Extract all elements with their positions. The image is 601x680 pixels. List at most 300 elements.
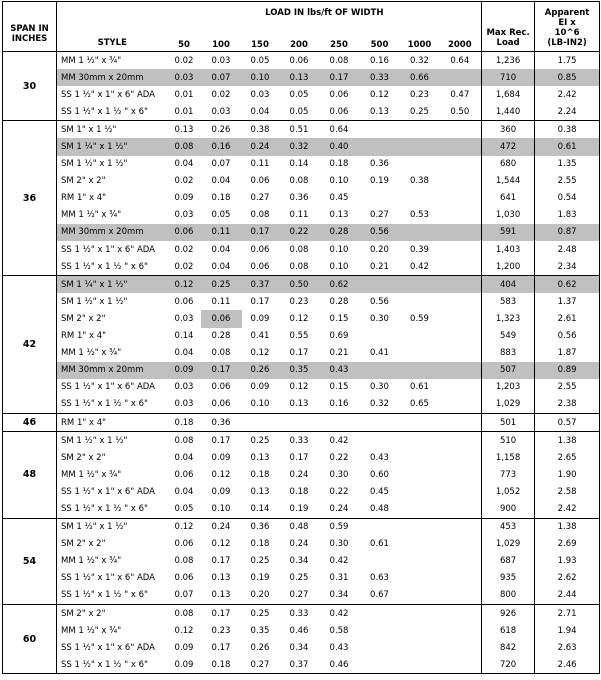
deflection-value: 0.09 xyxy=(168,362,201,379)
deflection-value: 0.16 xyxy=(370,55,389,66)
table-row xyxy=(3,553,600,570)
deflection-value: 0.17 xyxy=(201,362,242,379)
style-name: SS 1 ½" x 1" x 6" ADA xyxy=(57,86,168,103)
style-name: MM 30mm x 20mm xyxy=(57,69,168,86)
style-name: SS 1 ½" x 1" x 6" ADA xyxy=(57,639,168,656)
deflection-value: 0.69 xyxy=(329,331,349,342)
deflection-value: 0.21 xyxy=(329,348,349,359)
deflection-value xyxy=(359,190,401,207)
max-load-value: 507 xyxy=(482,362,535,379)
deflection-value: 0.13 xyxy=(201,587,242,605)
deflection-value: 0.08 xyxy=(174,435,194,446)
deflection-value: 0.18 xyxy=(289,486,309,497)
deflection-value: 0.56 xyxy=(370,296,389,307)
max-load-value: 583 xyxy=(482,293,535,310)
deflection-value: 0.21 xyxy=(359,258,401,276)
deflection-value xyxy=(439,622,482,639)
deflection-value: 0.07 xyxy=(211,159,231,170)
deflection-value: 0.36 xyxy=(289,193,309,204)
deflection-value: 0.23 xyxy=(410,89,429,100)
deflection-value: 0.12 xyxy=(289,382,309,393)
deflection-value xyxy=(401,622,439,639)
max-load-value: 883 xyxy=(482,345,535,362)
deflection-value: 0.28 xyxy=(211,331,231,342)
deflection-value: 0.11 xyxy=(211,296,231,307)
ei-value: 2.63 xyxy=(535,639,600,656)
ei-value: 0.87 xyxy=(535,224,600,241)
style-header: STYLE xyxy=(57,2,168,52)
table-row xyxy=(3,328,600,345)
style-name: SM 2" x 2" xyxy=(57,536,168,553)
deflection-value: 0.02 xyxy=(174,244,194,255)
deflection-value: 0.04 xyxy=(174,159,194,170)
deflection-value: 0.08 xyxy=(289,244,309,255)
ei-value: 2.46 xyxy=(535,656,600,674)
deflection-value xyxy=(401,656,439,674)
deflection-value: 0.17 xyxy=(211,435,231,446)
deflection-value xyxy=(439,449,482,466)
table-row xyxy=(3,639,600,656)
deflection-value: 0.04 xyxy=(211,244,231,255)
deflection-value: 0.09 xyxy=(250,382,270,393)
deflection-value: 0.11 xyxy=(201,224,242,241)
deflection-value: 0.03 xyxy=(168,69,201,86)
deflection-value: 0.27 xyxy=(250,193,270,204)
deflection-value: 0.30 xyxy=(370,313,389,324)
deflection-value: 0.23 xyxy=(211,625,231,636)
deflection-value: 0.13 xyxy=(211,573,231,584)
table-row xyxy=(3,483,600,500)
deflection-value: 0.08 xyxy=(279,258,320,276)
style-name: SM 1 ¼" x 1 ½" xyxy=(57,138,168,155)
max-load-value: 1,440 xyxy=(482,103,535,121)
deflection-value xyxy=(359,656,401,674)
deflection-value: 0.02 xyxy=(174,176,194,187)
deflection-value xyxy=(359,622,401,639)
deflection-value xyxy=(359,518,401,536)
deflection-value xyxy=(401,483,439,500)
max-load-value: 1,030 xyxy=(482,207,535,224)
deflection-value xyxy=(439,605,482,623)
ei-value: 0.62 xyxy=(535,276,600,294)
deflection-value: 0.45 xyxy=(370,486,389,497)
max-load-value: 680 xyxy=(482,156,535,173)
deflection-value xyxy=(359,639,401,656)
load-col-header: 50 xyxy=(168,38,201,52)
style-name: SM 2" x 2" xyxy=(57,449,168,466)
deflection-value: 0.08 xyxy=(168,138,201,155)
style-name: MM 1 ½" x ¾" xyxy=(57,553,168,570)
max-load-value: 1,029 xyxy=(482,536,535,553)
table-row xyxy=(3,276,600,294)
deflection-value: 0.43 xyxy=(370,452,389,463)
deflection-value: 0.61 xyxy=(370,539,389,550)
deflection-value: 0.43 xyxy=(329,642,349,653)
style-name: SS 1 ½" x 1" x 6" ADA xyxy=(57,241,168,258)
deflection-value: 0.27 xyxy=(279,587,320,605)
max-load-value: 1,403 xyxy=(482,241,535,258)
deflection-value: 0.17 xyxy=(250,296,270,307)
deflection-value: 0.19 xyxy=(279,500,320,518)
ei-value: 2.55 xyxy=(535,379,600,396)
deflection-value: 0.45 xyxy=(329,193,349,204)
deflection-value xyxy=(401,224,439,241)
deflection-value: 0.14 xyxy=(289,159,309,170)
ei-value: 1.83 xyxy=(535,207,600,224)
deflection-value xyxy=(242,413,279,431)
deflection-value: 0.05 xyxy=(279,103,320,121)
deflection-value xyxy=(401,432,439,450)
deflection-value: 0.25 xyxy=(250,435,270,446)
deflection-value: 0.10 xyxy=(329,176,349,187)
deflection-value: 0.09 xyxy=(168,656,201,674)
deflection-value: 0.34 xyxy=(320,587,359,605)
deflection-value: 0.13 xyxy=(359,103,401,121)
style-name: RM 1" x 4" xyxy=(57,328,168,345)
deflection-value: 0.04 xyxy=(201,258,242,276)
deflection-value: 0.08 xyxy=(250,210,270,221)
deflection-value xyxy=(439,639,482,656)
max-load-value: 710 xyxy=(482,69,535,86)
table-row xyxy=(3,518,600,536)
deflection-value: 0.23 xyxy=(289,296,309,307)
max-load-value: 842 xyxy=(482,639,535,656)
deflection-value: 0.14 xyxy=(242,500,279,518)
max-header-line2: Load xyxy=(496,38,520,48)
deflection-value xyxy=(359,138,401,155)
ei-value: 0.89 xyxy=(535,362,600,379)
deflection-value: 0.41 xyxy=(370,348,389,359)
deflection-value xyxy=(439,69,482,86)
span-header xyxy=(3,2,57,52)
deflection-value xyxy=(401,345,439,362)
ei-value: 0.54 xyxy=(535,190,600,207)
deflection-value: 0.20 xyxy=(242,587,279,605)
load-col-header: 500 xyxy=(359,38,401,52)
ei-value: 0.85 xyxy=(535,69,600,86)
span-load-table xyxy=(2,1,600,674)
table-row xyxy=(3,121,600,139)
deflection-value: 0.17 xyxy=(320,69,359,86)
deflection-value: 0.35 xyxy=(250,625,270,636)
deflection-value: 0.14 xyxy=(174,331,194,342)
max-load-value: 1,052 xyxy=(482,483,535,500)
table-row xyxy=(3,207,600,224)
deflection-value: 0.30 xyxy=(370,382,389,393)
deflection-value: 0.42 xyxy=(401,258,439,276)
ei-value: 0.57 xyxy=(535,413,600,431)
max-load-value: 1,200 xyxy=(482,258,535,276)
deflection-value: 0.02 xyxy=(174,55,194,66)
deflection-value: 0.31 xyxy=(329,573,349,584)
ei-value: 2.55 xyxy=(535,173,600,190)
deflection-value: 0.09 xyxy=(174,642,194,653)
deflection-value: 0.17 xyxy=(242,224,279,241)
table-row xyxy=(3,432,600,450)
deflection-value: 0.17 xyxy=(211,556,231,567)
table-row xyxy=(3,190,600,207)
ei-value: 2.48 xyxy=(535,241,600,258)
deflection-value: 0.03 xyxy=(168,396,201,414)
deflection-value: 0.22 xyxy=(329,452,349,463)
deflection-value: 0.37 xyxy=(279,656,320,674)
ei-value: 2.38 xyxy=(535,396,600,414)
span-value: 48 xyxy=(3,432,57,518)
table-row xyxy=(3,466,600,483)
deflection-value: 0.24 xyxy=(211,522,231,533)
load-col-header: 100 xyxy=(201,38,242,52)
deflection-value xyxy=(439,328,482,345)
table-row xyxy=(3,345,600,362)
deflection-value: 0.61 xyxy=(410,382,429,393)
deflection-value: 0.62 xyxy=(320,276,359,294)
style-name: SM 1 ½" x 1 ½" xyxy=(57,156,168,173)
deflection-value: 0.10 xyxy=(329,244,349,255)
max-load-value: 510 xyxy=(482,432,535,450)
max-load-value: 472 xyxy=(482,138,535,155)
style-name: RM 1" x 4" xyxy=(57,190,168,207)
deflection-value xyxy=(439,518,482,536)
table-row xyxy=(3,52,600,70)
deflection-value: 0.08 xyxy=(211,348,231,359)
ei-value: 2.58 xyxy=(535,483,600,500)
deflection-value: 0.36 xyxy=(370,159,389,170)
deflection-value: 0.05 xyxy=(250,55,270,66)
deflection-value: 0.46 xyxy=(289,625,309,636)
deflection-value: 0.12 xyxy=(174,522,194,533)
deflection-value xyxy=(401,293,439,310)
ei-value: 2.69 xyxy=(535,536,600,553)
deflection-value: 0.08 xyxy=(329,55,349,66)
max-load-value: 773 xyxy=(482,466,535,483)
deflection-value: 0.64 xyxy=(329,124,349,135)
ei-value: 2.44 xyxy=(535,587,600,605)
table-row xyxy=(3,224,600,241)
max-load-value: 1,158 xyxy=(482,449,535,466)
deflection-value: 0.28 xyxy=(329,296,349,307)
deflection-value: 0.16 xyxy=(320,396,359,414)
deflection-value: 0.66 xyxy=(401,69,439,86)
deflection-value xyxy=(439,466,482,483)
deflection-value xyxy=(401,156,439,173)
deflection-value: 0.56 xyxy=(359,224,401,241)
deflection-value: 0.06 xyxy=(168,224,201,241)
deflection-value: 0.16 xyxy=(201,138,242,155)
ei-header xyxy=(535,2,600,52)
deflection-value: 0.13 xyxy=(250,452,270,463)
deflection-value xyxy=(401,190,439,207)
style-name: SM 2" x 2" xyxy=(57,605,168,623)
deflection-value: 0.47 xyxy=(450,89,470,100)
deflection-value: 0.13 xyxy=(250,486,270,497)
deflection-value: 0.39 xyxy=(410,244,429,255)
deflection-value: 0.20 xyxy=(370,244,389,255)
deflection-value: 0.18 xyxy=(250,469,270,480)
deflection-value: 0.12 xyxy=(250,348,270,359)
table-row xyxy=(3,138,600,155)
ei-value: 2.71 xyxy=(535,605,600,623)
deflection-value xyxy=(401,553,439,570)
style-name: RM 1" x 4" xyxy=(57,413,168,431)
deflection-value: 0.38 xyxy=(410,176,429,187)
deflection-value xyxy=(359,553,401,570)
deflection-value xyxy=(439,345,482,362)
deflection-value xyxy=(439,413,482,431)
table-row xyxy=(3,449,600,466)
deflection-value: 0.06 xyxy=(201,396,242,414)
ei-header-line1: Apparent xyxy=(544,7,590,18)
deflection-value: 0.34 xyxy=(289,642,309,653)
deflection-value: 0.24 xyxy=(320,500,359,518)
deflection-value xyxy=(439,379,482,396)
deflection-value: 0.09 xyxy=(250,313,270,324)
table-row xyxy=(3,379,600,396)
deflection-value: 0.06 xyxy=(174,573,194,584)
deflection-value xyxy=(401,639,439,656)
max-load-value: 453 xyxy=(482,518,535,536)
max-load-value: 404 xyxy=(482,276,535,294)
deflection-value: 0.27 xyxy=(370,210,389,221)
deflection-value: 0.13 xyxy=(279,69,320,86)
deflection-value: 0.22 xyxy=(329,486,349,497)
deflection-value: 0.06 xyxy=(250,176,270,187)
deflection-value: 0.06 xyxy=(242,258,279,276)
style-name: SS 1 ½" x 1 ½ " x 6" xyxy=(57,656,168,674)
max-load-value: 1,236 xyxy=(482,52,535,70)
deflection-value: 0.04 xyxy=(174,452,194,463)
deflection-value: 0.42 xyxy=(329,556,349,567)
deflection-value xyxy=(359,121,401,139)
deflection-value xyxy=(359,276,401,294)
table-row xyxy=(3,173,600,190)
deflection-value: 0.03 xyxy=(174,313,194,324)
deflection-value xyxy=(439,121,482,139)
table-row xyxy=(3,258,600,276)
deflection-value: 0.03 xyxy=(174,210,194,221)
deflection-value: 0.08 xyxy=(289,176,309,187)
ei-value: 1.87 xyxy=(535,345,600,362)
style-name: SS 1 ½" x 1 ½ " x 6" xyxy=(57,103,168,121)
style-name: MM 30mm x 20mm xyxy=(57,362,168,379)
ei-value: 0.38 xyxy=(535,121,600,139)
deflection-value: 0.06 xyxy=(250,244,270,255)
deflection-value: 0.13 xyxy=(279,396,320,414)
deflection-value: 0.10 xyxy=(320,258,359,276)
max-load-value: 800 xyxy=(482,587,535,605)
span-value: 60 xyxy=(3,605,57,674)
deflection-value: 0.58 xyxy=(329,625,349,636)
deflection-value xyxy=(439,483,482,500)
deflection-value xyxy=(401,605,439,623)
deflection-value xyxy=(401,121,439,139)
deflection-value xyxy=(401,276,439,294)
deflection-value: 0.13 xyxy=(329,210,349,221)
deflection-value xyxy=(359,362,401,379)
max-header-line1: Max Rec. xyxy=(486,28,530,38)
deflection-value: 0.32 xyxy=(359,396,401,414)
deflection-value: 0.51 xyxy=(289,124,309,135)
max-load-value: 1,684 xyxy=(482,86,535,103)
max-load-value: 1,203 xyxy=(482,379,535,396)
deflection-value xyxy=(439,536,482,553)
deflection-value: 0.10 xyxy=(242,396,279,414)
deflection-value: 0.03 xyxy=(201,103,242,121)
deflection-value: 0.06 xyxy=(201,310,242,327)
deflection-value: 0.09 xyxy=(174,193,194,204)
table-row xyxy=(3,536,600,553)
deflection-value: 0.01 xyxy=(168,103,201,121)
deflection-value: 0.04 xyxy=(174,348,194,359)
style-name: SM 1" x 1 ½" xyxy=(57,121,168,139)
table-row xyxy=(3,605,600,623)
deflection-value: 0.09 xyxy=(211,452,231,463)
ei-value: 1.94 xyxy=(535,622,600,639)
span-header-line1: SPAN IN xyxy=(10,23,49,34)
deflection-value xyxy=(439,156,482,173)
deflection-value: 0.11 xyxy=(250,159,270,170)
deflection-value: 0.19 xyxy=(370,176,389,187)
deflection-value xyxy=(439,362,482,379)
deflection-value: 0.04 xyxy=(211,176,231,187)
deflection-value: 0.38 xyxy=(250,124,270,135)
span-value: 46 xyxy=(3,413,57,431)
deflection-value xyxy=(320,413,359,431)
deflection-value: 0.05 xyxy=(289,89,309,100)
deflection-value: 0.26 xyxy=(242,362,279,379)
table-row xyxy=(3,500,600,518)
style-name: MM 1 ½" x ¾" xyxy=(57,466,168,483)
style-name: SM 1 ½" x 1 ½" xyxy=(57,432,168,450)
style-name: SM 2" x 2" xyxy=(57,310,168,327)
deflection-value xyxy=(439,432,482,450)
deflection-value: 0.17 xyxy=(289,348,309,359)
deflection-value: 0.40 xyxy=(320,138,359,155)
deflection-value: 0.18 xyxy=(168,413,201,431)
style-name: SS 1 ½" x 1" x 6" ADA xyxy=(57,483,168,500)
deflection-value: 0.28 xyxy=(320,224,359,241)
table-row xyxy=(3,241,600,258)
max-load-value: 360 xyxy=(482,121,535,139)
deflection-value: 0.03 xyxy=(174,382,194,393)
deflection-value: 0.06 xyxy=(174,296,194,307)
table-row xyxy=(3,587,600,605)
span-value: 30 xyxy=(3,52,57,121)
deflection-value: 0.12 xyxy=(168,276,201,294)
deflection-value: 0.33 xyxy=(359,69,401,86)
deflection-value: 0.03 xyxy=(250,89,270,100)
deflection-value: 0.25 xyxy=(289,573,309,584)
ei-value: 2.42 xyxy=(535,86,600,103)
deflection-value: 0.10 xyxy=(201,500,242,518)
table-row xyxy=(3,310,600,327)
deflection-value: 0.05 xyxy=(211,210,231,221)
deflection-value: 0.08 xyxy=(174,608,194,619)
deflection-value xyxy=(439,656,482,674)
deflection-value: 0.17 xyxy=(289,452,309,463)
max-load-value: 926 xyxy=(482,605,535,623)
deflection-value: 0.48 xyxy=(359,500,401,518)
max-load-header xyxy=(482,2,535,52)
style-name: SM 1 ½" x 1 ½" xyxy=(57,518,168,536)
max-load-value: 549 xyxy=(482,328,535,345)
deflection-value xyxy=(439,570,482,587)
header-row xyxy=(3,2,600,39)
table-body xyxy=(3,52,600,674)
max-load-value: 900 xyxy=(482,500,535,518)
ei-value: 1.37 xyxy=(535,293,600,310)
style-name: SS 1 ½" x 1 ½ " x 6" xyxy=(57,500,168,518)
table-row xyxy=(3,103,600,121)
